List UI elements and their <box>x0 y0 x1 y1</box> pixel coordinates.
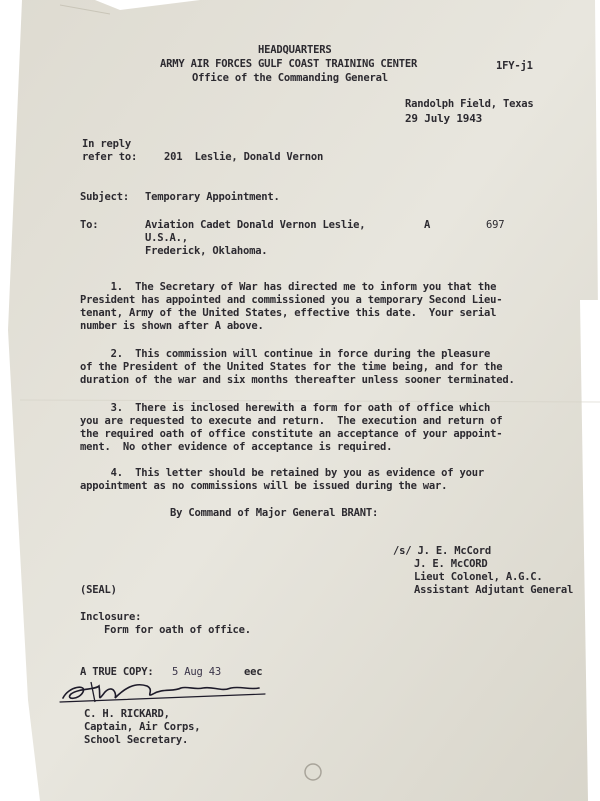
paragraph-3-line-3: the required oath of office constitute an acceptance of your appoint- <box>80 428 503 440</box>
paragraph-1-line-3: tenant, Army of the United States, effective this date. Your serial <box>80 307 497 319</box>
file-code: 1FY-j1 <box>496 60 533 72</box>
inclosure-label: Inclosure: <box>80 611 142 623</box>
reply-label-1: In reply <box>82 138 131 150</box>
signature-line-3: Lieut Colonel, A.G.C. <box>414 571 543 583</box>
signature-line-2: J. E. McCORD <box>414 558 488 570</box>
paragraph-3-line-4: ment. No other evidence of acceptance is required. <box>80 441 393 453</box>
letterhead-headquarters: HEADQUARTERS <box>258 44 332 56</box>
to-line-1: Aviation Cadet Donald Vernon Leslie, <box>145 219 366 231</box>
inclosure-value: Form for oath of office. <box>104 624 251 636</box>
certifier-line-2: Captain, Air Corps, <box>84 721 201 733</box>
to-line-3: Frederick, Oklahoma. <box>145 245 268 257</box>
paragraph-2-line-1: 2. This commission will continue in force during the pleasure <box>80 348 491 360</box>
paragraph-4-line-2: appointment as no commissions will be issued during the war. <box>80 480 448 492</box>
serial-letter: A <box>424 219 431 231</box>
paragraph-4-line-1: 4. This letter should be retained by you as evidence of your <box>80 467 485 479</box>
certifier-line-3: School Secretary. <box>84 734 189 746</box>
subject-label: Subject: <box>80 191 129 203</box>
to-line-2: U.S.A., <box>145 232 188 244</box>
seal-label: (SEAL) <box>80 584 117 596</box>
true-copy-label: A TRUE COPY: <box>80 666 154 678</box>
paragraph-2-line-2: of the President of the United States for the time being, and for the <box>80 361 503 373</box>
letterhead-office: Office of the Commanding General <box>192 72 388 84</box>
certifier-line-1: C. H. RICKARD, <box>84 708 170 720</box>
place: Randolph Field, Texas <box>405 98 534 110</box>
paragraph-3-line-2: you are requested to execute and return. The execution and return of <box>80 415 503 427</box>
signature-line-4: Assistant Adjutant General <box>414 584 574 596</box>
paragraph-3-line-1: 3. There is inclosed herewith a form for oath of office which <box>80 402 491 414</box>
paragraph-1-line-4: number is shown after A above. <box>80 320 264 332</box>
command-line: By Command of Major General BRANT: <box>170 507 379 519</box>
paragraph-1-line-1: 1. The Secretary of War has directed me to inform you that the <box>80 281 497 293</box>
paragraph-1-line-2: President has appointed and commissioned you a temporary Second Lieu- <box>80 294 503 306</box>
serial-number: 697 <box>486 219 505 231</box>
to-label: To: <box>80 219 99 231</box>
handwritten-signature <box>55 678 270 708</box>
signature-line-1: /s/ J. E. McCord <box>393 545 491 557</box>
reply-label-2: refer to: <box>82 151 138 163</box>
reply-value: 201 Leslie, Donald Vernon <box>164 151 324 163</box>
paragraph-2-line-3: duration of the war and six months thereafter unless sooner terminated. <box>80 374 515 386</box>
letterhead-command: ARMY AIR FORCES GULF COAST TRAINING CENTER <box>160 58 418 70</box>
true-copy-initials: eec <box>244 666 263 678</box>
subject-value: Temporary Appointment. <box>145 191 280 203</box>
true-copy-date: 5 Aug 43 <box>172 666 221 678</box>
date: 29 July 1943 <box>405 112 483 125</box>
